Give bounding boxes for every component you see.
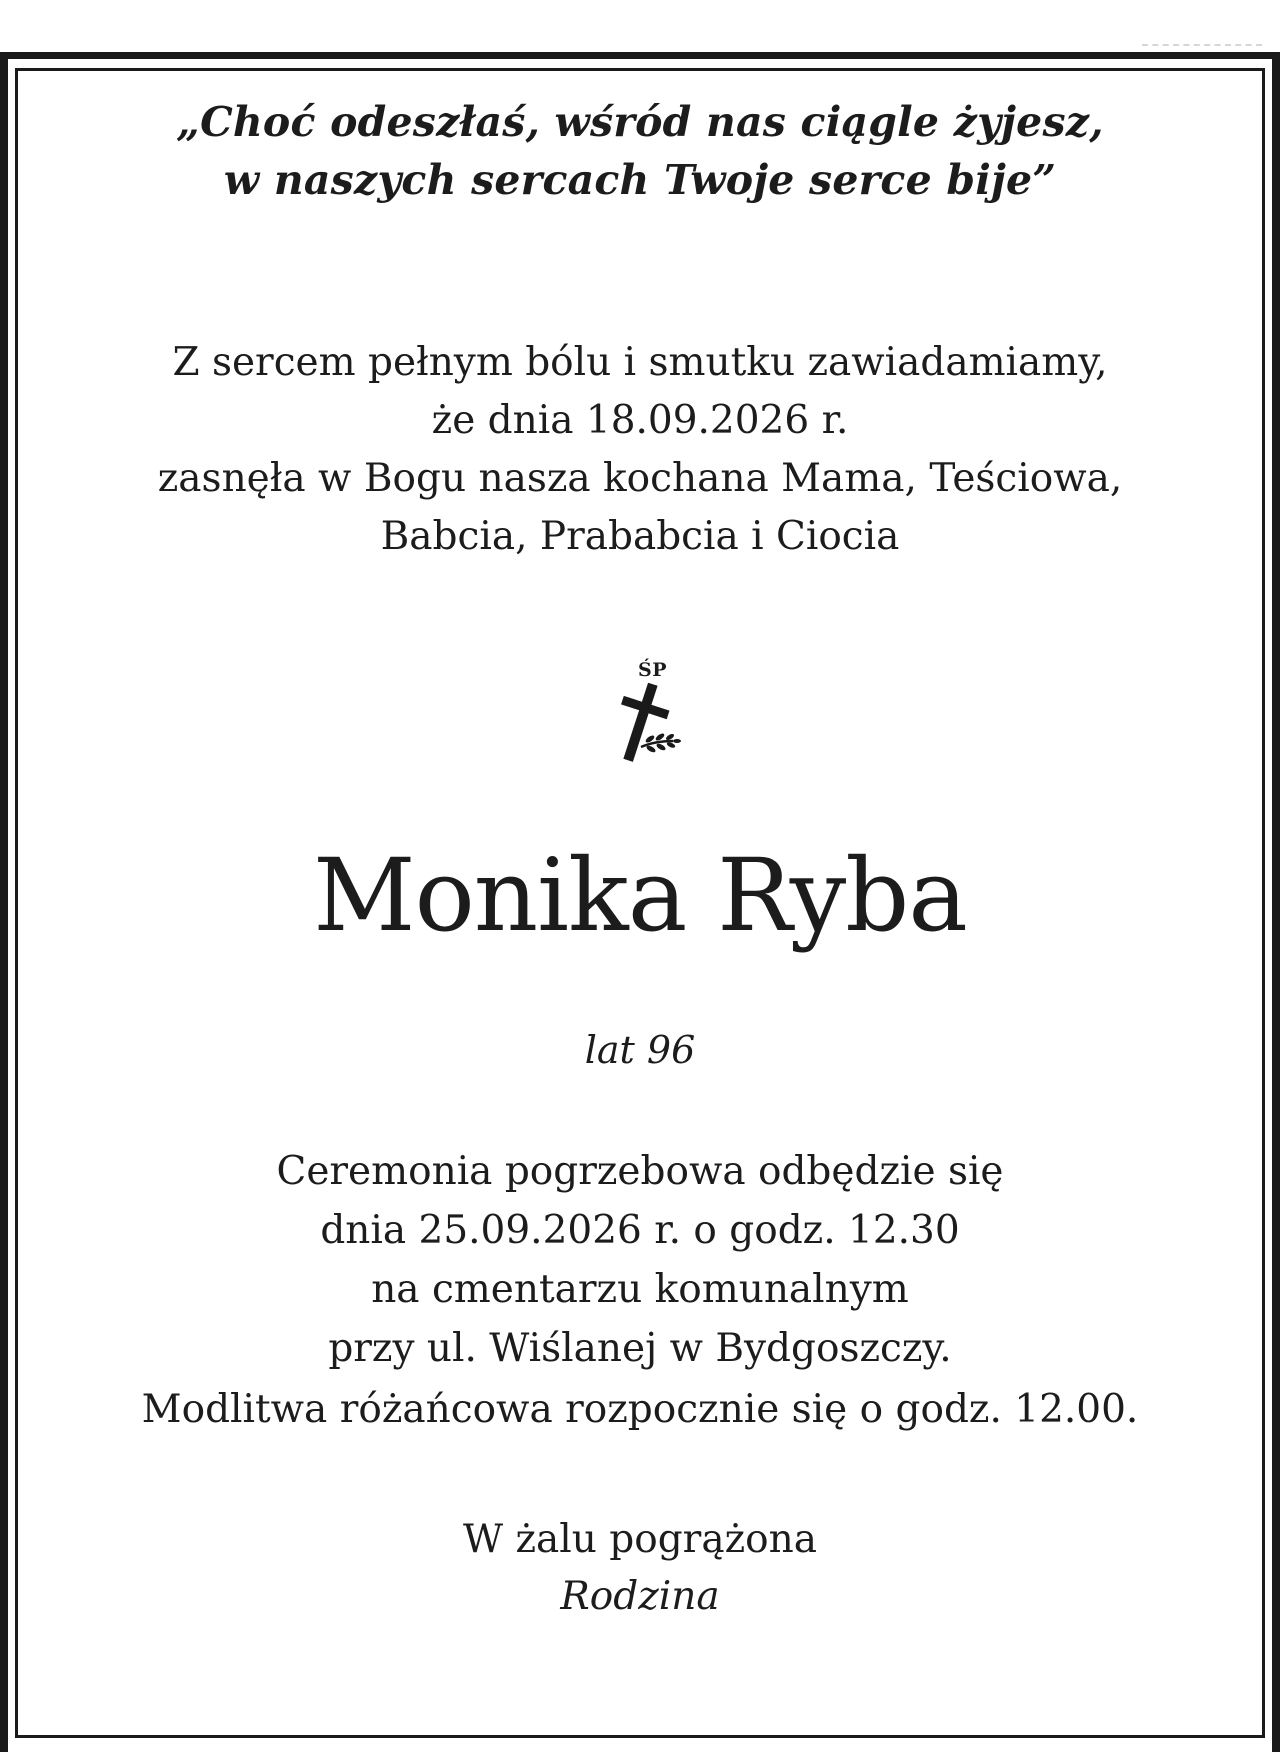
cross-with-olive-branch-icon — [603, 679, 693, 763]
family-signature: Rodzina — [560, 1574, 720, 1619]
memorial-emblem — [603, 659, 693, 763]
announcement-line: zasnęła w Bogu nasza kochana Mama, Teściowa, — [157, 456, 1123, 501]
deceased-name: Monika Ryba — [313, 837, 967, 954]
ceremony-line: dnia 25.09.2026 r. o godz. 12.30 — [320, 1208, 960, 1253]
deceased-age: lat 96 — [584, 1028, 696, 1072]
announcement-line: Z sercem pełnym bólu i smutku zawiadamiamy, — [172, 340, 1108, 385]
mourning-phrase: W żalu pogrążona — [463, 1517, 817, 1562]
ceremony-line: na cmentarzu komunalnym — [371, 1267, 909, 1312]
funeral-ceremony-info — [18, 1142, 1262, 1378]
motto-line: „Choć odeszłaś, wśród nas ciągle żyjesz, — [176, 98, 1104, 146]
ceremony-line: Ceremonia pogrzebowa odbędzie się — [276, 1149, 1004, 1194]
emblem-sp-label: ŚP — [638, 659, 668, 681]
scan-edge-mark — [1142, 44, 1262, 46]
rosary-prayer-info: Modlitwa różańcowa rozpocznie się o godz. 12.00. — [141, 1387, 1139, 1432]
motto-line: w naszych sercach Twoje serce bije” — [223, 156, 1057, 204]
ceremony-line: przy ul. Wiślanej w Bydgoszczy. — [328, 1326, 952, 1371]
announcement-line: że dnia 18.09.2026 r. — [431, 398, 849, 443]
death-announcement — [18, 334, 1262, 566]
announcement-line: Babcia, Prababcia i Ciocia — [380, 514, 900, 559]
memorial-motto — [18, 93, 1262, 209]
